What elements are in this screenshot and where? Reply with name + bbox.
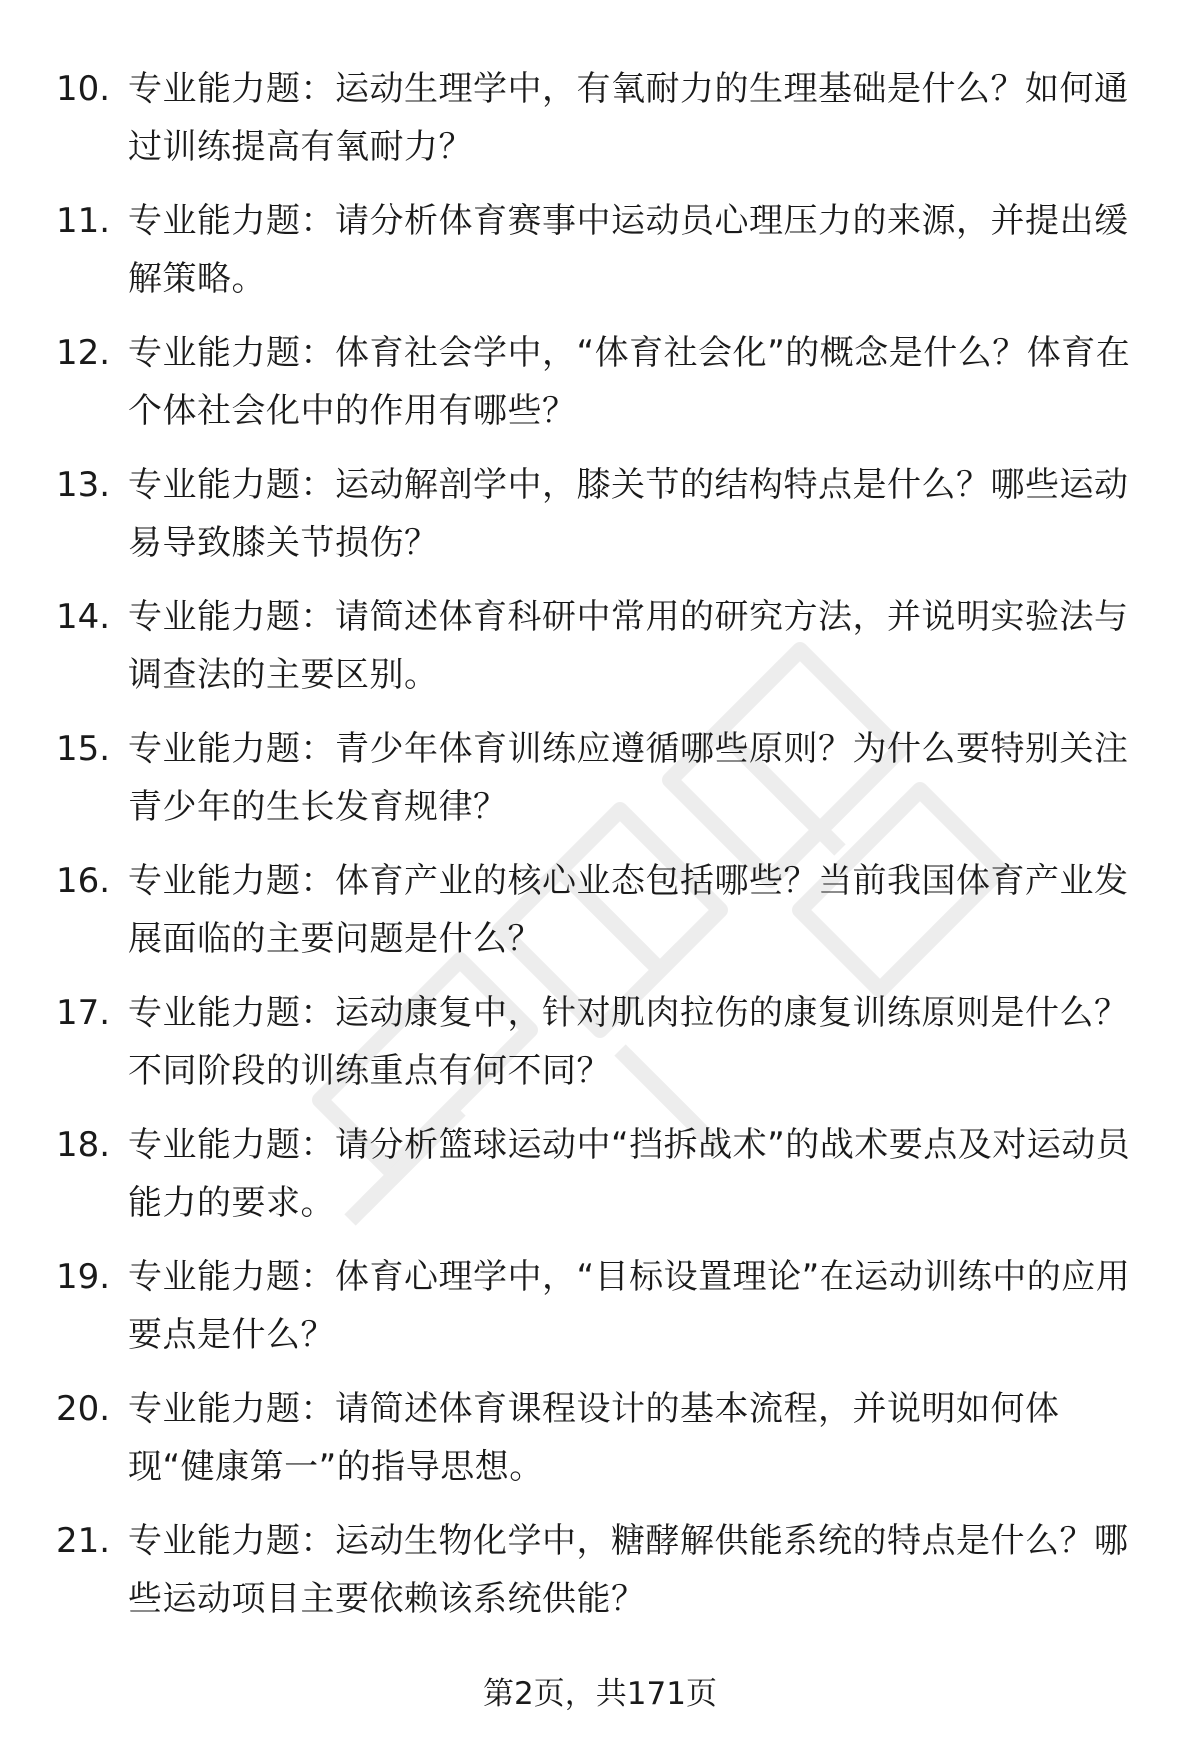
question-text: 专业能力题：运动康复中，针对肌肉拉伤的康复训练原则是什么？不同阶段的训练重点有何不同？: [128, 993, 1129, 1091]
question-text: 专业能力题：运动解剖学中，膝关节的结构特点是什么？哪些运动易导致膝关节损伤？: [128, 465, 1129, 563]
question-item: [0, 1512, 1200, 1644]
question-text: 专业能力题：体育社会学中，“体育社会化”的概念是什么？体育在个体社会化中的作用有哪些？: [128, 333, 1131, 431]
question-text: 专业能力题：请简述体育科研中常用的研究方法，并说明实验法与调查法的主要区别。: [128, 597, 1129, 695]
question-number: 19.: [56, 1257, 111, 1297]
question-item: [0, 720, 1200, 852]
question-item: [0, 60, 1200, 192]
question-item: [0, 192, 1200, 324]
question-number: 21.: [56, 1521, 111, 1561]
question-text: 专业能力题：体育心理学中，“目标设置理论”在运动训练中的应用要点是什么？: [128, 1257, 1131, 1355]
question-number: 13.: [56, 465, 111, 505]
question-item: [0, 1380, 1200, 1512]
question-item: [0, 324, 1200, 456]
question-number: 16.: [56, 861, 111, 901]
question-item: [0, 456, 1200, 588]
question-item: [0, 1248, 1200, 1380]
question-text: 专业能力题：请分析篮球运动中“挡拆战术”的战术要点及对运动员能力的要求。: [128, 1125, 1131, 1223]
question-item: [0, 852, 1200, 984]
question-text: 专业能力题：青少年体育训练应遵循哪些原则？为什么要特别关注青少年的生长发育规律？: [128, 729, 1129, 827]
question-item: [0, 588, 1200, 720]
question-text: 专业能力题：运动生理学中，有氧耐力的生理基础是什么？如何通过训练提高有氧耐力？: [128, 69, 1129, 167]
page-footer: 第2页，共171页: [483, 1676, 717, 1712]
question-number: 20.: [56, 1389, 111, 1429]
question-number: 14.: [56, 597, 111, 637]
question-number: 15.: [56, 729, 111, 769]
question-number: 12.: [56, 333, 111, 373]
question-item: [0, 984, 1200, 1116]
question-list: [0, 60, 1200, 1644]
question-text: 专业能力题：请分析体育赛事中运动员心理压力的来源，并提出缓解策略。: [128, 201, 1129, 299]
question-number: 18.: [56, 1125, 111, 1165]
question-text: 专业能力题：体育产业的核心业态包括哪些？当前我国体育产业发展面临的主要问题是什么？: [128, 861, 1129, 959]
question-item: [0, 1116, 1200, 1248]
question-number: 11.: [56, 201, 111, 241]
question-number: 10.: [56, 69, 111, 109]
question-text: 专业能力题：运动生物化学中，糖酵解供能系统的特点是什么？哪些运动项目主要依赖该系统供能？: [128, 1521, 1129, 1619]
question-text: 专业能力题：请简述体育课程设计的基本流程，并说明如何体现“健康第一”的指导思想。: [128, 1389, 1060, 1487]
question-number: 17.: [56, 993, 111, 1033]
